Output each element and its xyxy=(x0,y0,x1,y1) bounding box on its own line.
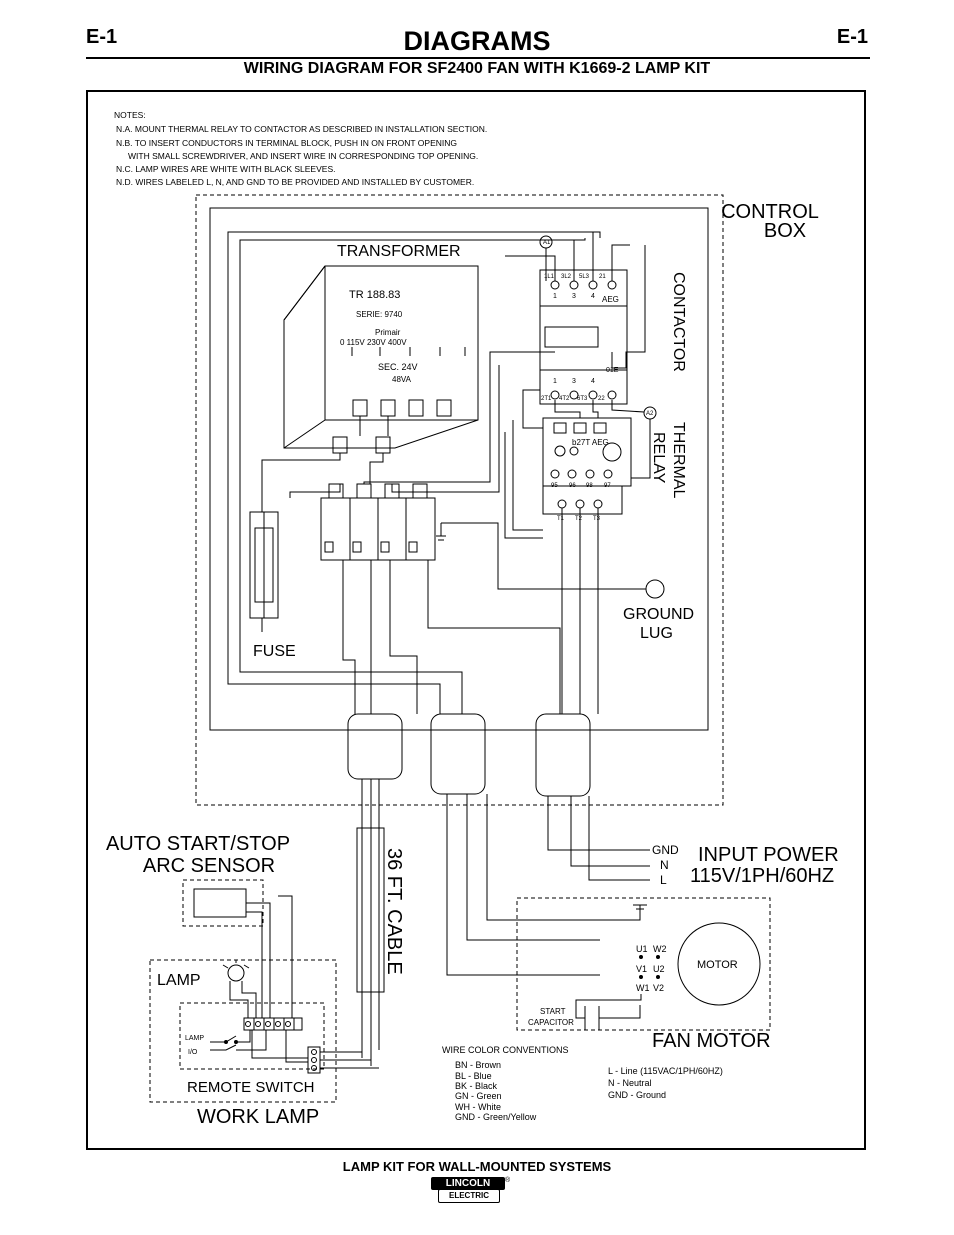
svg-text:N - Neutral: N - Neutral xyxy=(608,1078,652,1088)
thermal-relay-label xyxy=(650,422,687,499)
contactor-a2: A2 xyxy=(646,411,654,417)
lincoln-electric-logo: LINCOLN ELECTRIC ® xyxy=(431,1177,509,1203)
internal-wiring xyxy=(228,232,650,714)
field-wiring xyxy=(447,794,650,975)
svg-text:97: 97 xyxy=(604,483,611,489)
input-gnd: GND xyxy=(652,843,679,857)
svg-text:RELAY: RELAY xyxy=(650,432,667,484)
note-nd: N.D. WIRES LABELED L, N, AND GND TO BE PROVIDED AND INSTALLED BY CUSTOMER. xyxy=(116,177,475,187)
svg-text:AUTO START/STOP: AUTO START/STOP xyxy=(105,833,291,855)
svg-text:2T1: 2T1 xyxy=(541,396,552,402)
fuse xyxy=(250,512,296,660)
svg-text:115V/1PH/60HZ: 115V/1PH/60HZ xyxy=(690,865,835,887)
svg-text:CONTROL: CONTROL xyxy=(721,201,819,223)
svg-text:21: 21 xyxy=(599,274,606,280)
svg-text:22: 22 xyxy=(598,396,605,402)
svg-text:U2: U2 xyxy=(653,964,665,974)
page-subtitle: WIRING DIAGRAM FOR SF2400 FAN WITH K1669-2 LAMP KIT xyxy=(243,60,711,77)
svg-text:BL - Blue: BL - Blue xyxy=(455,1071,492,1081)
input-n: N xyxy=(660,858,669,872)
svg-text:GROUND: GROUND xyxy=(623,606,695,623)
svg-text:4T2: 4T2 xyxy=(559,396,570,402)
svg-text:U1: U1 xyxy=(636,944,648,954)
cable-36ft xyxy=(357,779,405,1066)
svg-text:1: 1 xyxy=(553,293,557,300)
input-l: L xyxy=(660,873,667,887)
svg-text:WH - White: WH - White xyxy=(455,1102,501,1112)
svg-text:T3: T3 xyxy=(593,516,601,522)
svg-text:START: START xyxy=(540,1007,566,1016)
cable-label: 36 FT. CABLE xyxy=(383,848,405,975)
svg-text:T2: T2 xyxy=(575,516,583,522)
svg-text:V2: V2 xyxy=(653,983,665,993)
motor-label: MOTOR xyxy=(697,959,738,971)
svg-text:LAMP: LAMP xyxy=(185,1035,205,1042)
svg-text:WIRE COLOR CONVENTIONS: WIRE COLOR CONVENTIONS xyxy=(442,1045,569,1055)
svg-text:3: 3 xyxy=(572,293,576,300)
svg-text:95: 95 xyxy=(551,483,558,489)
svg-text:GND - Green/Yellow: GND - Green/Yellow xyxy=(455,1112,537,1122)
svg-text:W1: W1 xyxy=(636,983,650,993)
transformer-serie: SERIE: 9740 xyxy=(356,310,403,319)
svg-text:6T3: 6T3 xyxy=(577,396,588,402)
terminal-block xyxy=(321,484,446,560)
svg-text:I/O: I/O xyxy=(188,1049,198,1056)
transformer-sec: SEC. 24V xyxy=(378,362,418,372)
svg-text:INPUT POWER: INPUT POWER xyxy=(698,844,839,866)
notes xyxy=(114,110,487,187)
transformer-va: 48VA xyxy=(392,375,411,384)
relay-model: b27T AEG xyxy=(572,438,609,447)
note-nc: N.C. LAMP WIRES ARE WHITE WITH BLACK SLEEVES. xyxy=(116,164,336,174)
note-nb: N.B. TO INSERT CONDUCTORS IN TERMINAL BLOCK, PUSH IN ON FRONT OPENING xyxy=(116,138,458,148)
transformer-primair: Primair xyxy=(375,328,401,337)
thermal-relay xyxy=(543,418,687,522)
page-code-right: E-1 xyxy=(836,26,868,48)
svg-text:L - Line (115VAC/1PH/60HZ): L - Line (115VAC/1PH/60HZ) xyxy=(608,1066,723,1076)
contactor-a1: A1 xyxy=(543,240,551,246)
footer-caption: LAMP KIT FOR WALL-MOUNTED SYSTEMS xyxy=(342,1159,612,1174)
lamp-label: LAMP xyxy=(157,972,201,989)
page-title: DIAGRAMS xyxy=(403,26,551,56)
lamp-icon xyxy=(228,965,244,981)
transformer-label: TRANSFORMER xyxy=(337,243,461,260)
note-na: N.A. MOUNT THERMAL RELAY TO CONTACTOR AS DESCRIBED IN INSTALLATION SECTION. xyxy=(116,124,488,134)
svg-text:4: 4 xyxy=(591,378,595,385)
note-nb-cont: WITH SMALL SCREWDRIVER, AND INSERT WIRE IN CORRESPONDING TOP OPENING. xyxy=(128,151,479,161)
page-code-left: E-1 xyxy=(86,26,118,48)
work-lamp xyxy=(150,960,379,1128)
transformer-taps: 0 115V 230V 400V xyxy=(340,338,407,347)
svg-text:BK - Black: BK - Black xyxy=(455,1081,498,1091)
control-box-label xyxy=(721,201,819,242)
svg-text:1: 1 xyxy=(553,378,557,385)
svg-text:96: 96 xyxy=(569,483,576,489)
svg-text:ARC SENSOR: ARC SENSOR xyxy=(142,855,276,877)
svg-text:BOX: BOX xyxy=(763,220,807,242)
svg-text:4: 4 xyxy=(591,293,595,300)
svg-text:3: 3 xyxy=(572,378,576,385)
svg-text:LUG: LUG xyxy=(640,625,673,642)
svg-text:GND - Ground: GND - Ground xyxy=(608,1090,667,1100)
transformer-model: TR 188.83 xyxy=(349,289,401,301)
svg-text:W2: W2 xyxy=(653,944,667,954)
transformer xyxy=(284,243,478,453)
svg-text:THERMAL: THERMAL xyxy=(670,422,687,499)
notes-heading: NOTES: xyxy=(114,110,146,120)
arc-sensor xyxy=(106,833,292,1018)
remote-switch-label: REMOTE SWITCH xyxy=(187,1079,315,1096)
svg-text:1L1: 1L1 xyxy=(544,274,555,280)
input-power xyxy=(652,843,839,887)
fuse-label: FUSE xyxy=(253,643,296,660)
work-lamp-label: WORK LAMP xyxy=(197,1106,320,1128)
cable-glands xyxy=(348,714,590,796)
svg-text:T1: T1 xyxy=(557,516,565,522)
contactor-label: CONTACTOR xyxy=(670,272,687,372)
fan-motor-label: FAN MOTOR xyxy=(652,1030,771,1052)
svg-text:GN - Green: GN - Green xyxy=(455,1091,502,1101)
contactor xyxy=(540,236,687,419)
svg-text:CAPACITOR: CAPACITOR xyxy=(528,1018,574,1027)
svg-text:5L3: 5L3 xyxy=(579,274,590,280)
svg-text:3L2: 3L2 xyxy=(561,274,572,280)
svg-text:V1: V1 xyxy=(636,964,648,974)
contactor-model: 01E xyxy=(606,367,619,374)
contactor-brand: AEG xyxy=(602,295,619,304)
wire-color-legend xyxy=(442,1045,723,1122)
svg-text:98: 98 xyxy=(586,483,593,489)
svg-text:BN - Brown: BN - Brown xyxy=(455,1060,502,1070)
